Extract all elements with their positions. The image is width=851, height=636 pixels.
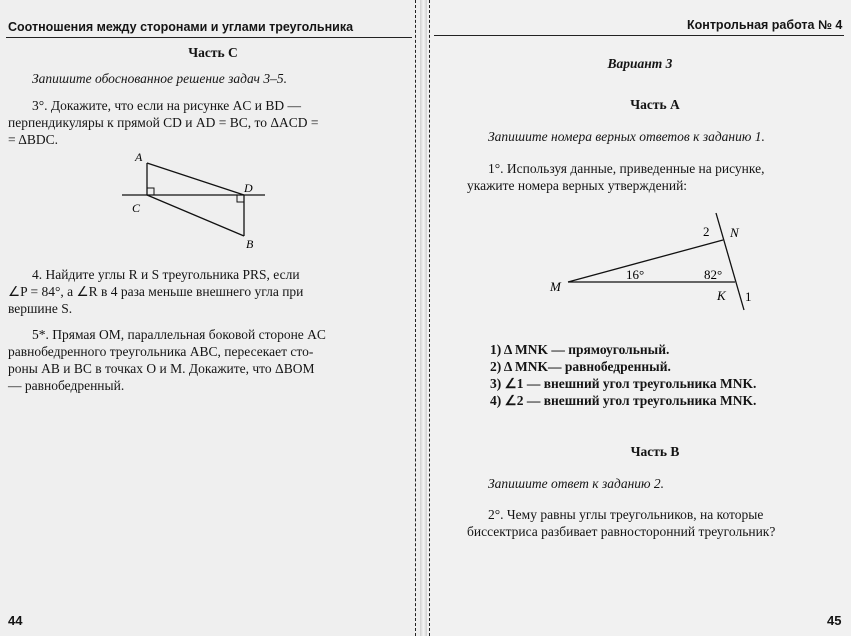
option-2: 2) Δ MNK— равнобедренный. <box>490 359 671 374</box>
part-b-title: Часть В <box>630 444 680 459</box>
variant-title: Вариант 3 <box>607 56 673 71</box>
part-b-instruction: Запишите ответ к заданию 2. <box>488 476 665 491</box>
left-page <box>0 0 420 636</box>
right-cut-line <box>429 0 430 636</box>
task5-line-3: роны AB и BC в точках O и M. Докажите, что ΔBOM <box>8 361 315 376</box>
label-k: K <box>717 288 726 303</box>
right-page-number: 45 <box>827 613 842 628</box>
task3-line-2: перпендикуляры к прямой CD и AD = BC, то ΔACD = <box>8 115 319 130</box>
book-gutter <box>420 0 427 636</box>
part-c-instruction: Запишите обоснованное решение задач 3–5. <box>32 71 287 86</box>
part-c-title: Часть С <box>188 45 238 60</box>
task4-line-3: вершине S. <box>8 301 73 316</box>
task1-line-2: укажите номера верных утверждений: <box>467 178 688 193</box>
option-4: 4) ∠2 — внешний угол треугольника MNK. <box>490 393 757 408</box>
label-angle-2: 2 <box>703 224 710 239</box>
task4-line-1: 4. Найдите углы R и S треугольника PRS, если <box>32 267 300 282</box>
label-angle-m: 16° <box>626 267 645 282</box>
task2-line-1: 2°. Чему равны углы треугольников, на которые <box>488 507 764 522</box>
task5-line-4: — равнобедренный. <box>8 378 125 393</box>
option-1: 1) Δ MNK — прямоугольный. <box>490 342 670 357</box>
left-page-number: 44 <box>8 613 23 628</box>
task5-line-1: 5*. Прямая OM, параллельная боковой стороне AC <box>32 327 326 342</box>
option-3: 3) ∠1 — внешний угол треугольника MNK. <box>490 376 757 391</box>
segment-ad <box>147 163 244 195</box>
label-n: N <box>730 225 739 240</box>
left-cut-line <box>415 0 416 636</box>
label-d: D <box>244 181 253 195</box>
right-page-header: Контрольная работа № 4 <box>687 18 843 32</box>
task4-line-2: ∠P = 84°, а ∠R в 4 раза меньше внешнего угла при <box>8 284 304 299</box>
task3-line-1: 3°. Докажите, что если на рисунке AC и BD — <box>32 98 301 113</box>
right-angle-mark-d <box>237 195 244 202</box>
label-angle-1: 1 <box>745 289 752 304</box>
label-c: C <box>132 201 141 215</box>
task1-line-1: 1°. Используя данные, приведенные на рисунке, <box>488 161 765 176</box>
task1-figure <box>540 205 780 317</box>
label-angle-k: 82° <box>704 267 723 282</box>
label-m: M <box>550 279 561 294</box>
left-header-rule <box>6 37 412 38</box>
right-angle-mark-c <box>147 188 154 195</box>
segment-bc <box>147 195 244 236</box>
task5-line-2: равнобедренного треугольника ABC, пересекает сто- <box>8 344 314 359</box>
part-a-title: Часть А <box>630 97 680 112</box>
label-b: B <box>246 237 254 251</box>
side-mn <box>568 240 723 282</box>
task2-line-2: биссектриса разбивает равносторонний треугольник? <box>467 524 776 539</box>
part-a-instruction: Запишите номера верных ответов к заданию 1. <box>488 129 765 144</box>
task3-line-3: = ΔBDC. <box>8 132 59 147</box>
label-a: A <box>135 150 143 164</box>
right-header-rule <box>434 35 844 36</box>
left-page-header: Соотношения между сторонами и углами треугольника <box>8 20 354 34</box>
task3-figure <box>120 148 270 253</box>
